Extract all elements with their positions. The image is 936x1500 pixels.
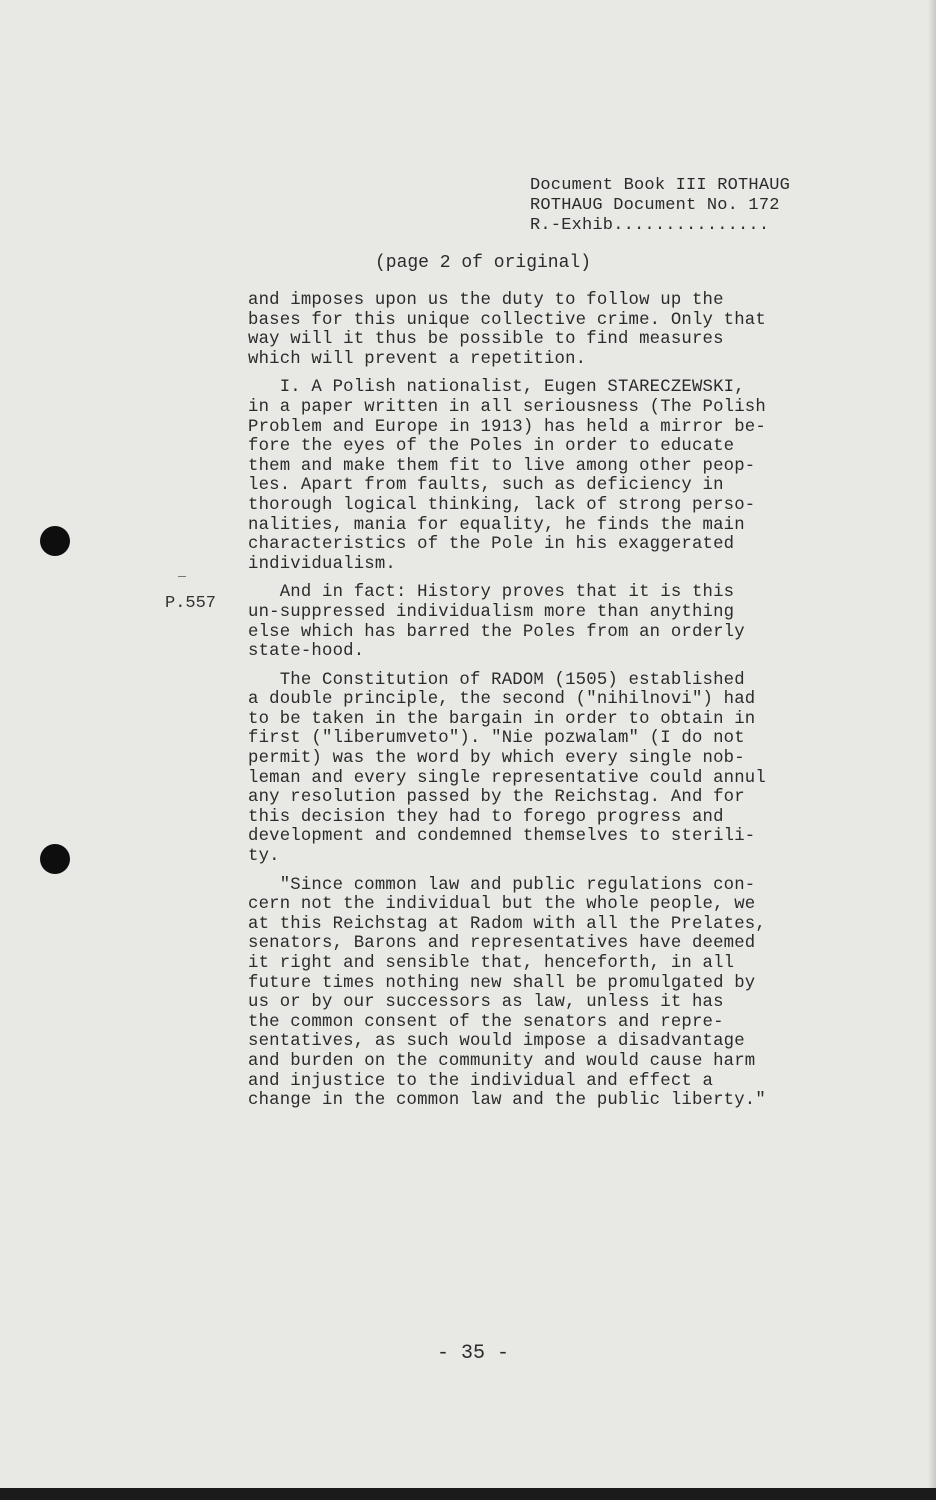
page-edge-shadow: [928, 0, 936, 1500]
paragraph: [248, 583, 838, 661]
text-line: this decision they had to forego progress and: [248, 807, 724, 827]
text-line: at this Reichstag at Radom with all the Prelates,: [248, 914, 766, 934]
text-line: change in the common law and the public liberty.": [248, 1091, 766, 1111]
text-line: first ("liberumveto"). "Nie pozwalam" (I do not: [248, 729, 745, 749]
text-line: and injustice to the individual and effect a: [248, 1071, 714, 1091]
text-line: us or by our successors as law, unless it has: [248, 993, 724, 1013]
text-line: to be taken in the bargain in order to obtain in: [248, 709, 756, 729]
punch-hole-lower: [40, 844, 70, 874]
text-line: senators, Barons and representatives have deemed: [248, 934, 756, 954]
text-line: cern not the individual but the whole people, we: [248, 895, 756, 915]
margin-tick-mark: [178, 576, 186, 577]
text-line: it right and sensible that, henceforth, in all: [248, 954, 735, 973]
scan-border-bottom: [0, 1488, 936, 1500]
text-line: leman and every single representative could annul: [248, 768, 766, 788]
text-line: and imposes upon us the duty to follow up the: [248, 291, 724, 310]
punch-hole-upper: [40, 526, 70, 556]
page-number: - 35 -: [436, 1342, 509, 1365]
text-line: development and condemned themselves to sterili-: [248, 827, 756, 847]
paragraph: [248, 291, 838, 369]
text-line: which will prevent a repetition.: [248, 349, 587, 369]
text-line: I. A Polish nationalist, Eugen STARECZEWSKI,: [248, 378, 745, 398]
text-line: permit) was the word by which every single nob-: [248, 749, 745, 769]
text-line: the common consent of the senators and repre-: [248, 1012, 724, 1032]
text-line: les. Apart from faults, such as deficiency in: [248, 476, 724, 496]
text-line: a double principle, the second ("nihilnovi") had: [248, 690, 756, 710]
text-line: Problem and Europe in 1913) has held a mirror be-: [248, 417, 766, 437]
text-line: in a paper written in all seriousness (The Polish: [248, 397, 766, 417]
header-line-book: Document Book III ROTHAUG: [530, 176, 791, 195]
text-line: thorough logical thinking, lack of strong perso-: [248, 495, 756, 515]
text-line: state-hood.: [248, 642, 365, 662]
text-line: ty.: [248, 847, 280, 867]
text-line: and burden on the community and would cause harm: [248, 1051, 756, 1071]
text-line: them and make them fit to live among other peop-: [248, 456, 756, 476]
text-line: future times nothing new shall be promulgated by: [248, 973, 756, 993]
text-line: nalities, mania for equality, he finds the main: [248, 515, 745, 535]
text-line: any resolution passed by the Reichstag. And for: [248, 788, 745, 808]
text-line: And in fact: History proves that it is this: [248, 583, 735, 603]
text-line: The Constitution of RADOM (1505) established: [248, 670, 745, 690]
text-line: bases for this unique collective crime. Only that: [248, 310, 766, 330]
header-line-document: ROTHAUG Document No. 172: [530, 196, 780, 215]
text-line: way will it thus be possible to find measures: [248, 330, 724, 350]
text-line: "Since common law and public regulations con-: [248, 875, 756, 895]
text-line: fore the eyes of the Poles in order to educate: [248, 437, 735, 457]
document-reference-header: [530, 176, 840, 236]
header-line-exhibit: R.-Exhib...............: [530, 216, 770, 235]
text-line: else which has barred the Poles from an orderly: [248, 622, 745, 642]
text-line: un-suppressed individualism more than anything: [248, 602, 735, 622]
paragraph: [248, 876, 838, 1111]
original-page-note: (page 2 of original): [374, 253, 592, 273]
text-line: characteristics of the Pole in his exaggerated: [248, 535, 735, 555]
text-line: sentatives, as such would impose a disadvantage: [248, 1032, 745, 1052]
body-text: [248, 291, 838, 1120]
paragraph: [248, 671, 838, 867]
margin-page-reference: P.557: [165, 594, 217, 613]
paragraph: [248, 378, 838, 574]
text-line: individualism.: [248, 554, 396, 574]
